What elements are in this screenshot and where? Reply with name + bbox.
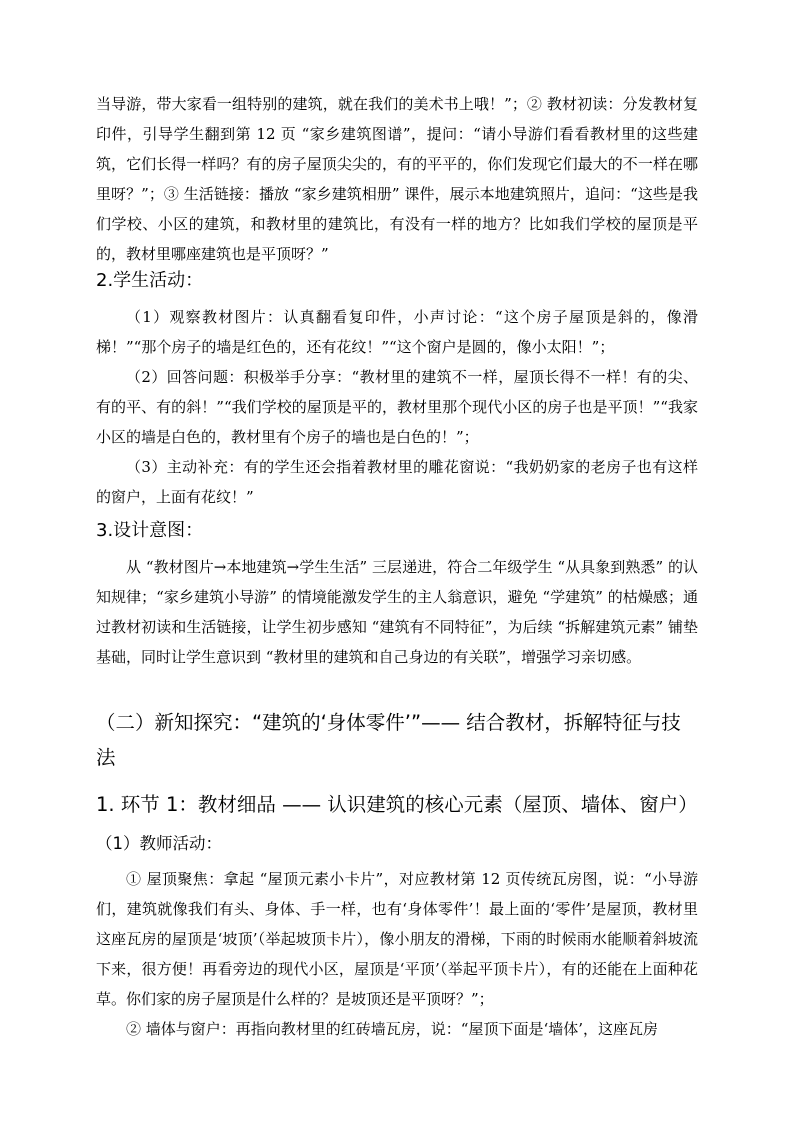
section-two-heading: （二）新知探究：“建筑的‘身体零件’”—— 结合教材，拆解特征与技法 — [96, 711, 681, 769]
design-intent-paragraph: 从 “教材图片→本地建筑→学生生活” 三层递进，符合二年级学生 “从具象到熟悉” 的认知规律；“家乡建筑小导游” 的情境能激发学生的主人翁意识，避免 “学建筑” 的枯燥感；通过教材初读和生活链接，让学生初步感知 “建筑有不同特征”，为后续 “拆解建筑元素” 铺垫基础，同时让学生意识到 “教材里的建筑和自己身边的有关联”，增强学习亲切感。 — [96, 558, 698, 666]
teacher-activity-wall-paragraph: ② 墙体与窗户：再指向教材里的红砖墙瓦房，说：“屋顶下面是‘墙体’，这座瓦房 — [126, 1020, 658, 1038]
student-activity-heading: 2.学生活动： — [96, 270, 204, 291]
student-activity-item-3: （3）主动补充：有的学生还会指着教材里的雕花窗说：“我奶奶家的老房子也有这样的窗户，上面有花纹！” — [96, 458, 698, 506]
design-intent-heading: 3.设计意图： — [96, 520, 204, 541]
teacher-activity-heading: （1）教师活动： — [96, 834, 222, 853]
intro-paragraph: 当导游，带大家看一组特别的建筑，就在我们的美术书上哦！”；② 教材初读：分发教材复印件，引导学生翻到第 12 页 “家乡建筑图谱”，提问：“请小导游们看看教材里的这些建筑，它们长得一样吗？有的房子屋顶尖尖的，有的平平的，你们发现它们最大的不一样在哪里呀？”；③ 生活链接：播放 “家乡建筑相册” 课件，展示本地建筑照片，追问：“这些是我们学校、小区的建筑，和教材里的建筑比，有没有一样的地方？比如我们学校的屋顶是平的，教材里哪座建筑也是平顶呀？” — [96, 95, 698, 263]
teacher-activity-roof-paragraph: ① 屋顶聚焦：拿起 “屋顶元素小卡片”，对应教材第 12 页传统瓦房图，说：“小导游们，建筑就像我们有头、身体、手一样，也有‘身体零件’！最上面的‘零件’是屋顶，教材里这座瓦房的屋顶是‘坡顶’（举起坡顶卡片），像小朋友的滑梯，下雨的时候雨水能顺着斜坡流下来，很方便！再看旁边的现代小区，屋顶是‘平顶’（举起平顶卡片），有的还能在上面种花草。你们家的房子屋顶是什么样的？是坡顶还是平顶呀？”； — [96, 870, 698, 1008]
student-activity-item-1: （1）观察教材图片：认真翻看复印件，小声讨论：“这个房子屋顶是斜的，像滑梯！”“那个房子的墙是红色的，还有花纹！”“这个窗户是圆的，像小太阳！”； — [96, 308, 698, 356]
step-one-heading: 1. 环节 1：教材细品 —— 认识建筑的核心元素（屋顶、墙体、窗户） — [96, 793, 698, 816]
student-activity-item-2: （2）回答问题：积极举手分享：“教材里的建筑不一样，屋顶长得不一样！有的尖、有的平、有的斜！”“我们学校的屋顶是平的，教材里那个现代小区的房子也是平顶！”“我家小区的墙是白色的，教材里有个房子的墙也是白色的！”； — [96, 368, 698, 446]
